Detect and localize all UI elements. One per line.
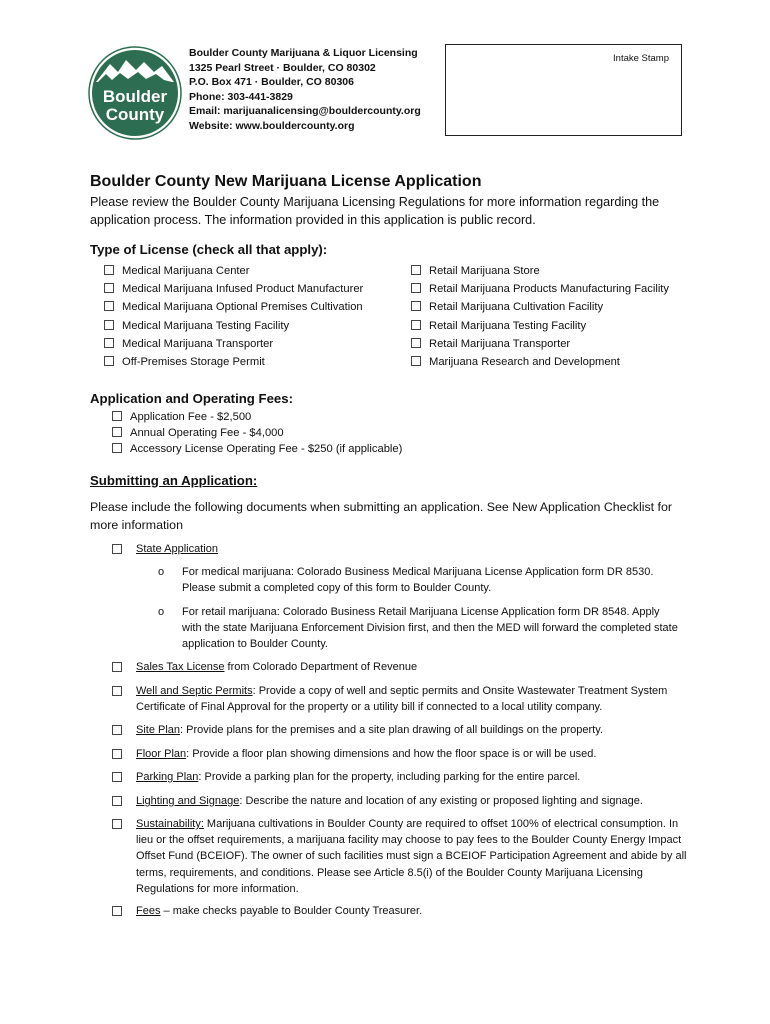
license-option[interactable]: Retail Marijuana Products Manufacturing Facility [411,280,669,298]
state-app-medical-note: o For medical marijuana: Colorado Business Medical Marijuana License Application form DR 8530. Please submit a completed copy of this form to Boulder County. [158,566,654,595]
checkbox[interactable] [411,338,421,348]
logo-text-county: County [105,105,165,124]
checkbox[interactable] [411,356,421,366]
checkbox[interactable] [112,544,122,554]
checkbox[interactable] [112,906,122,916]
checkbox[interactable] [112,411,122,421]
fees-heading: Application and Operating Fees: [90,391,293,406]
submit-intro: Please include the following documents when submitting an application. See New Application Checklist for more information [90,500,673,532]
checkbox[interactable] [411,301,421,311]
license-option[interactable]: Marijuana Research and Development [411,353,669,371]
license-list-right [411,262,669,371]
checkbox[interactable] [104,356,114,366]
license-option[interactable]: Medical Marijuana Infused Product Manufacturer [104,280,363,298]
org-email: Email: marijuanalicensing@bouldercounty.org [189,105,421,118]
boulder-county-logo [88,46,182,140]
doc-fees[interactable]: Fees – make checks payable to Boulder County Treasurer. [112,903,692,919]
license-option[interactable]: Medical Marijuana Testing Facility [104,317,363,335]
intake-stamp-box [445,44,682,136]
intro-paragraph: Please review the Boulder County Marijuana Licensing Regulations for more information regarding the application process. The information provided in this application is public record. [90,195,660,227]
doc-floor-plan[interactable]: Floor Plan: Provide a floor plan showing dimensions and how the floor space is or will be used. [112,746,692,762]
org-website: Website: www.bouldercounty.org [189,119,355,132]
fee-option[interactable]: Annual Operating Fee - $4,000 [112,425,402,441]
checkbox[interactable] [411,283,421,293]
fee-option[interactable]: Accessory License Operating Fee - $250 (if applicable) [112,441,402,457]
checkbox[interactable] [112,819,122,829]
checkbox[interactable] [104,283,114,293]
doc-sustainability[interactable]: Sustainability: Marijuana cultivations in Boulder County are required to offset 100% of electrical consumption. In lieu or the offset requirements, a marijuana facility may choose to pay fees to the Boulder County Energy Impact Offset Fund (BCEIOF). The owner of such facilities must sign a BCEIOF Participation Agreement and abide by all terms, requirements, and conditions. Please see Article 8.5(i) of the Boulder County Marijuana Licensing Regulations for more information. [112,816,692,897]
license-option[interactable]: Off-Premises Storage Permit [104,353,363,371]
license-option[interactable]: Medical Marijuana Transporter [104,335,363,353]
org-name: Boulder County Marijuana & Liquor Licensing [189,47,418,59]
license-option[interactable]: Retail Marijuana Transporter [411,335,669,353]
license-option[interactable]: Retail Marijuana Store [411,262,669,280]
license-option[interactable]: Retail Marijuana Cultivation Facility [411,298,669,316]
checkbox[interactable] [112,443,122,453]
license-option[interactable]: Medical Marijuana Center [104,262,363,280]
doc-parking-plan[interactable]: Parking Plan: Provide a parking plan for the property, including parking for the entire parcel. [112,769,692,785]
doc-lighting-signage[interactable]: Lighting and Signage: Describe the nature and location of any existing or proposed lighting and signage. [112,793,692,809]
checkbox[interactable] [411,265,421,275]
checkbox[interactable] [104,265,114,275]
doc-state-application[interactable] [112,541,692,557]
license-type-heading: Type of License (check all that apply): [90,242,328,257]
checkbox[interactable] [112,796,122,806]
checkbox[interactable] [112,686,122,696]
organization-contact-block [189,46,421,134]
state-app-retail-note: o For retail marijuana: Colorado Business Retail Marijuana License Application form DR 8548. Apply with the state Marijuana Enforcement Division first, and then the MED will forward the completed state application to Boulder County. [158,606,678,651]
org-address: 1325 Pearl Street · Boulder, CO 80302 [189,61,376,74]
checkbox[interactable] [104,301,114,311]
fees-list [112,409,402,457]
org-po-box: P.O. Box 471 · Boulder, CO 80306 [189,76,354,89]
checkbox[interactable] [112,662,122,672]
doc-sales-tax-license[interactable]: Sales Tax License from Colorado Department of Revenue [112,659,692,675]
license-option[interactable]: Medical Marijuana Optional Premises Cultivation [104,298,363,316]
doc-label: State Application [136,543,218,555]
license-list-left [104,262,363,371]
page-title: Boulder County New Marijuana License Application [90,173,482,190]
doc-site-plan[interactable]: Site Plan: Provide plans for the premises and a site plan drawing of all buildings on the property. [112,722,692,738]
checkbox[interactable] [112,427,122,437]
checkbox[interactable] [112,725,122,735]
checkbox[interactable] [112,772,122,782]
checkbox[interactable] [104,338,114,348]
checkbox[interactable] [112,749,122,759]
intake-stamp-label: Intake Stamp [613,53,669,64]
logo-text-boulder: Boulder [102,87,168,106]
fee-option[interactable]: Application Fee - $2,500 [112,409,402,425]
doc-well-septic-permits[interactable]: Well and Septic Permits: Provide a copy of well and septic permits and Onsite Wastewater Treatment System Certificate of Final Approval for the property or a utility bill if connected to a local utility company. [112,683,692,715]
checkbox[interactable] [411,320,421,330]
checkbox[interactable] [104,320,114,330]
license-option[interactable]: Retail Marijuana Testing Facility [411,317,669,335]
org-phone: Phone: 303-441-3829 [189,90,293,103]
submit-heading: Submitting an Application: [90,473,258,488]
